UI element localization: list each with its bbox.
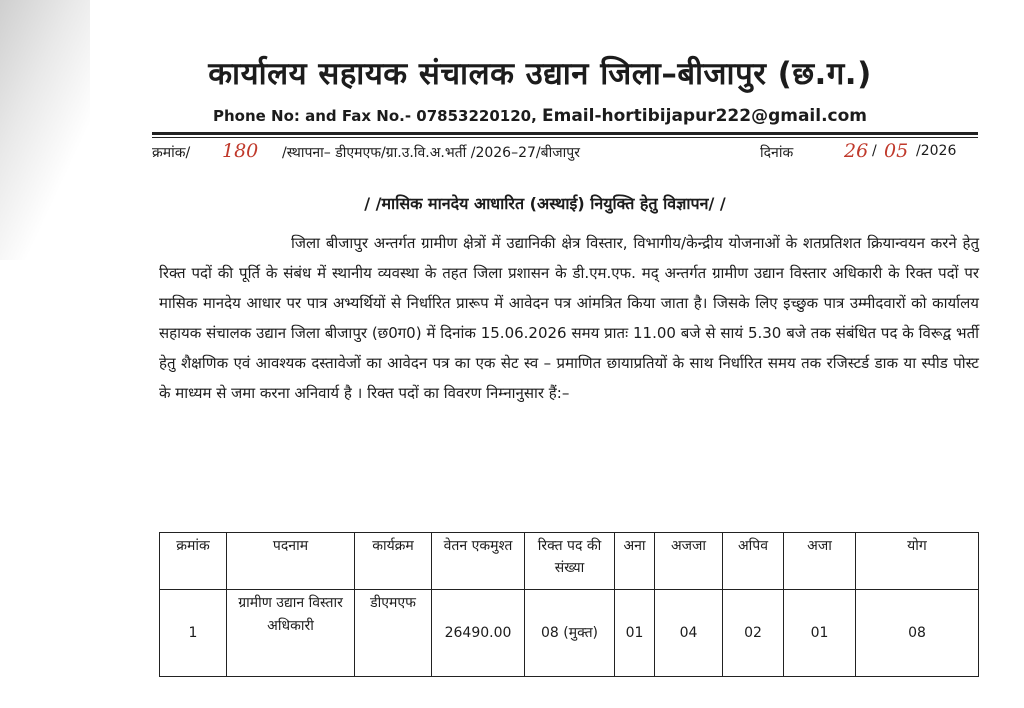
header-rule-thick	[152, 132, 978, 135]
date-month-handwritten: 05	[884, 140, 909, 162]
email-address: Email-hortibijapur222@gmail.com	[542, 106, 868, 126]
reference-path: /स्थापना– डीएमएफ/ग्रा.उ.वि.अ.भर्ती /2026–27/बीजापुर	[282, 145, 580, 161]
reference-line	[152, 141, 978, 165]
col-header-karyakram: कार्यक्रम	[355, 533, 432, 590]
cell-ajja: 04	[655, 590, 723, 677]
dinank-label: दिनांक	[760, 145, 794, 161]
date-slash: /	[872, 143, 877, 159]
col-header-rikt-pad: रिक्त पद की संख्या	[525, 533, 615, 590]
col-header-ajja: अजजा	[655, 533, 723, 590]
table-header-row	[160, 533, 979, 590]
date-year: /2026	[916, 143, 957, 159]
cell-kramank: 1	[160, 590, 227, 677]
kramank-label: क्रमांक/	[152, 145, 191, 161]
office-title: कार्यालय सहायक संचालक उद्यान जिला–बीजापुर (छ.ग.)	[208, 56, 872, 92]
phone-fax: Phone No: and Fax No.- 07853220120,	[212, 107, 542, 125]
notice-body	[159, 228, 979, 408]
col-header-vetan: वेतन एकमुश्त	[432, 533, 525, 590]
cell-rikt-pad: 08 (मुक्त)	[525, 590, 615, 677]
notice-paragraph: जिला बीजापुर अन्तर्गत ग्रामीण क्षेत्रों में उद्यानिकी क्षेत्र विस्तार, विभागीय/केन्द्रीय योजनाओं के शतप्रतिशत क्रियान्वयन करने हेतु रिक्त पदों की पूर्ति के संबंध में स्थानीय व्यवस्था के तहत जिला प्रशासन के डी.एम.एफ. मद् अन्तर्गत ग्रामीण उद्यान विस्तार अधिकारी के रिक्त पदों पर मासिक मानदेय आधार पर पात्र अभ्यर्थियों से निर्धारित प्रारूप में आवेदन पत्र आंमत्रित किया जाता है। जिसके लिए इच्छुक पात्र उम्मीदवारों को कार्यालय सहायक संचालक उद्यान जिला बीजापुर (छ0ग0) में दिनांक 15.06.2026 समय प्रातः 11.00 बजे से सायं 5.30 बजे तक संबंधित पद के विरूद्व भर्ती हेतु शैक्षणिक एवं आवश्यक दस्तावेजों का आवेदन पत्र का एक सेट स्व – प्रमाणित छायाप्रतियों के साथ निर्धारित समय तक रजिस्टर्ड डाक या स्पीड पोस्ट के माध्यम से जमा करना अनिवार्य है । रिक्त पदों का विवरण निम्नानुसार हैं:–	[159, 234, 979, 402]
cell-yog: 08	[856, 590, 979, 677]
col-header-apiv: अपिव	[723, 533, 784, 590]
cell-karyakram: डीएमएफ	[355, 590, 432, 677]
cell-vetan: 26490.00	[432, 590, 525, 677]
col-header-ana: अना	[615, 533, 655, 590]
table-row	[160, 590, 979, 677]
col-header-aja: अजा	[784, 533, 856, 590]
col-header-yog: योग	[856, 533, 979, 590]
vacancy-table	[159, 532, 979, 677]
notice-heading: / /मासिक मानदेय आधारित (अस्थाई) नियुक्ति हेतु विज्ञापन/ /	[364, 194, 726, 213]
cell-ana: 01	[615, 590, 655, 677]
date-day-handwritten: 26	[844, 140, 869, 162]
cell-aja: 01	[784, 590, 856, 677]
cell-apiv: 02	[723, 590, 784, 677]
contact-line	[150, 106, 930, 126]
reference-number-handwritten: 180	[222, 140, 259, 162]
col-header-padnaam: पदनाम	[227, 533, 355, 590]
cell-padnaam: ग्रामीण उद्यान विस्तार अधिकारी	[227, 590, 355, 677]
header-rule-thin	[152, 137, 978, 138]
col-header-kramank: क्रमांक	[160, 533, 227, 590]
